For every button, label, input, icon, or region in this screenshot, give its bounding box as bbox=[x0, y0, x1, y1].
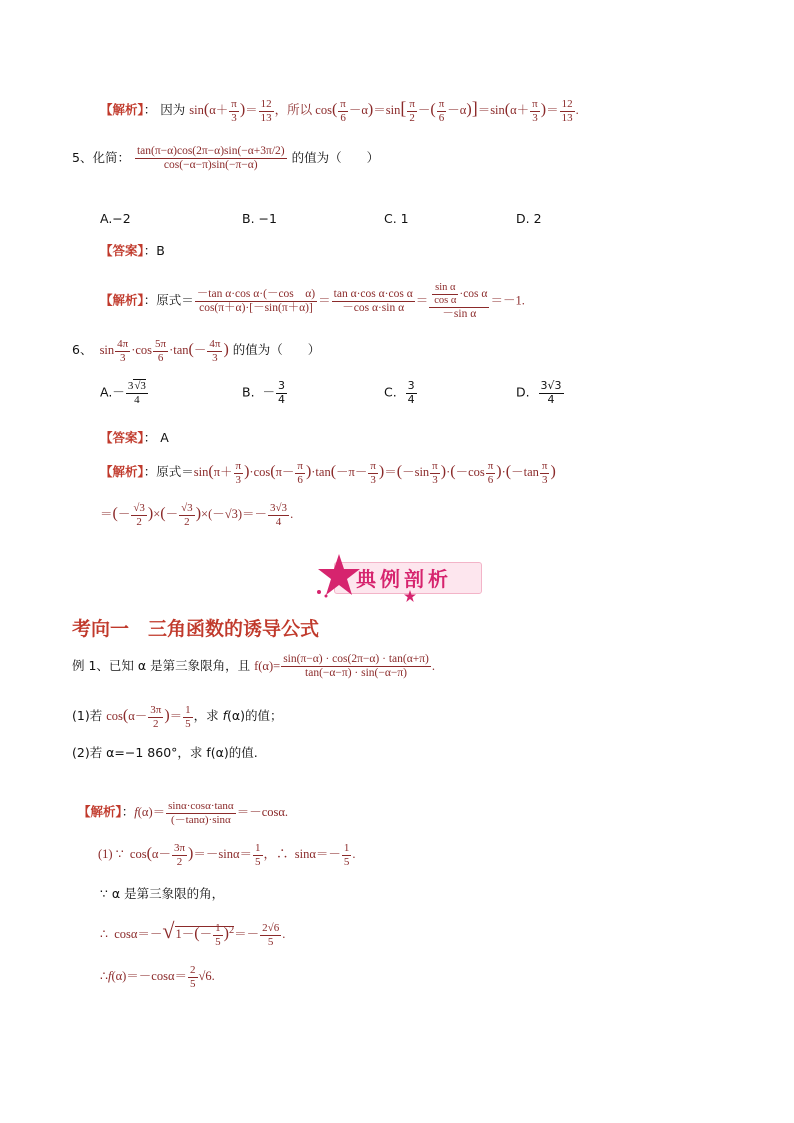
banner-title: 典例剖析 bbox=[356, 567, 452, 591]
q5-question: 5、化简： $\frac{\tan(\pi-\alpha)\cos(2\pi-\alpha)\sin(-\alpha+3\pi/2)}{\cos(-\alpha-\pi)\sin(-\pi-\alpha)}$ 的值为（ ） bbox=[72, 145, 380, 172]
solution-line-2: ∵ α 是第三象限的角， bbox=[100, 886, 225, 901]
q5-answer: 【答案】：B bbox=[100, 243, 165, 258]
q6-option-a[interactable]: A.－ $\frac{3√3}{4}$ bbox=[100, 380, 146, 406]
q5-option-d[interactable]: D. 2 bbox=[516, 211, 542, 226]
analysis-tag: 【解析】 bbox=[100, 102, 144, 118]
solution-line-3: ∴ cosα＝－√1－(－ $\frac{1}{5}$ )$^2$＝－ $\frac{2√6}{5}$ . bbox=[100, 918, 286, 948]
solution-line-0: 【解析】：f(α)＝ $\frac{\sin\alpha\cdot\cos\alpha\cdot\tan\alpha}{(-\tan\alpha)\cdot\sin\alpha}$ ＝－cosα. bbox=[78, 800, 289, 826]
q6-option-c[interactable]: C. $\frac{3}{4}$ bbox=[384, 379, 415, 406]
q5-option-a[interactable]: A.−2 bbox=[100, 211, 131, 226]
q6-answer: 【答案】： A bbox=[100, 430, 169, 445]
q6-question: 6、 sin $\frac{4\pi}{3}$ ·cos $\frac{5\pi}{6}$ ·tan(－ $\frac{4\pi}{3}$ ) 的值为（ ） bbox=[72, 338, 321, 364]
q6-expression: sin $\frac{4\pi}{3}$ ·cos $\frac{5\pi}{6}$ ·tan(－ $\frac{4\pi}{3}$ ) bbox=[96, 338, 229, 364]
q5-prompt: 5、化简： bbox=[72, 150, 130, 166]
q6-analysis-line2: ＝(－ $\frac{√3}{2}$ )×(－ $\frac{√3}{2}$ )×(－√3)＝－ $\frac{3√3}{4}$ . bbox=[100, 502, 294, 528]
example-1-part-2: (2)若 α=−1 860°，求 f(α)的值. bbox=[72, 745, 258, 760]
q5-option-b[interactable]: B. −1 bbox=[242, 211, 277, 226]
q5-analysis: 【解析】：原式＝ $\frac{\text{－tan α·cos α·(－cos α)}}{\cos(\pi+\alpha)\cdot[-\sin(\pi+\alpha)]}$ ＝ $\frac{\text{tan α·cos α·cos α}}{\text{－cos α·sin α}}$ ＝ $\frac{\text{sin α}}{\text{cos α}}$ ·cos α －sin α ＝－1. bbox=[100, 282, 525, 321]
solution-line-4: ∴f(α)＝－cosα＝ $\frac{2}{5}$ √6. bbox=[100, 964, 215, 990]
section-title: 考向一 三角函数的诱导公式 bbox=[72, 618, 320, 640]
q6-option-d[interactable]: D. $\frac{3√3}{4}$ bbox=[516, 379, 562, 406]
q5-option-c[interactable]: C. 1 bbox=[384, 211, 409, 226]
q4-math: sin(α＋ $\frac{\pi}{3}$ )＝ $\frac{12}{13}$ ，所以 cos( $\frac{\pi}{6}$ －α)＝sin[ $\frac{\pi}{2}$ －( $\frac{\pi}{6}$ －α)]＝sin(α＋ $\frac{\pi}{3}$ )＝ $\frac{12}{13}$ . bbox=[189, 98, 579, 124]
q5-expression: $\frac{\tan(\pi-\alpha)\cos(2\pi-\alpha)\sin(-\alpha+3\pi/2)}{\cos(-\alpha-\pi)\sin(-\pi-\alpha)}$ bbox=[136, 145, 285, 172]
example-1: 例 1、已知 α 是第三象限角，且 f(α)= $\frac{\sin(\pi-\alpha) \cdot \cos(2\pi-\alpha) \cdot \tan(\alpha+\pi)}{\tan(-\alpha-\pi) \cdot \sin(-\alpha-\pi)}$ . bbox=[72, 653, 435, 680]
example-1-fraction: $\frac{\sin(\pi-\alpha) \cdot \cos(2\pi-\alpha) \cdot \tan(\alpha+\pi)}{\tan(-\alpha-\pi) \cdot \sin(-\alpha-\pi)}$ bbox=[283, 653, 429, 680]
solution-line-1: (1) ∵ cos(α－ $\frac{3\pi}{2}$ )＝－sinα＝ $\frac{1}{5}$ ，∴ sinα＝－ $\frac{1}{5}$ . bbox=[98, 842, 356, 868]
q6-option-b[interactable]: B. － $\frac{3}{4}$ bbox=[242, 379, 285, 406]
example-1-part-1: (1)若 cos(α－ $\frac{3\pi}{2}$ )＝ $\frac{1}{5}$ ，求 f(α)的值； bbox=[72, 704, 283, 730]
q4-analysis: 【解析】： 因为 sin(α＋ $\frac{\pi}{3}$ )＝ $\frac{12}{13}$ ，所以 cos( $\frac{\pi}{6}$ －α)＝sin[ $\frac{\pi}{2}$ －( $\frac{\pi}{6}$ －α)]＝sin(α＋ $\frac{\pi}{3}$ )＝ $\frac{12}{13}$ . bbox=[100, 98, 579, 124]
q6-analysis-line1: 【解析】：原式＝sin(π＋ $\frac{\pi}{3}$ )·cos(π－ $\frac{\pi}{6}$ )·tan(－π－ $\frac{\pi}{3}$ )＝(－sin $\frac{\pi}{3}$ )·(－cos $\frac{\pi}{6}$ )·(－tan $\frac{\pi}{3}$ ) bbox=[100, 460, 556, 486]
